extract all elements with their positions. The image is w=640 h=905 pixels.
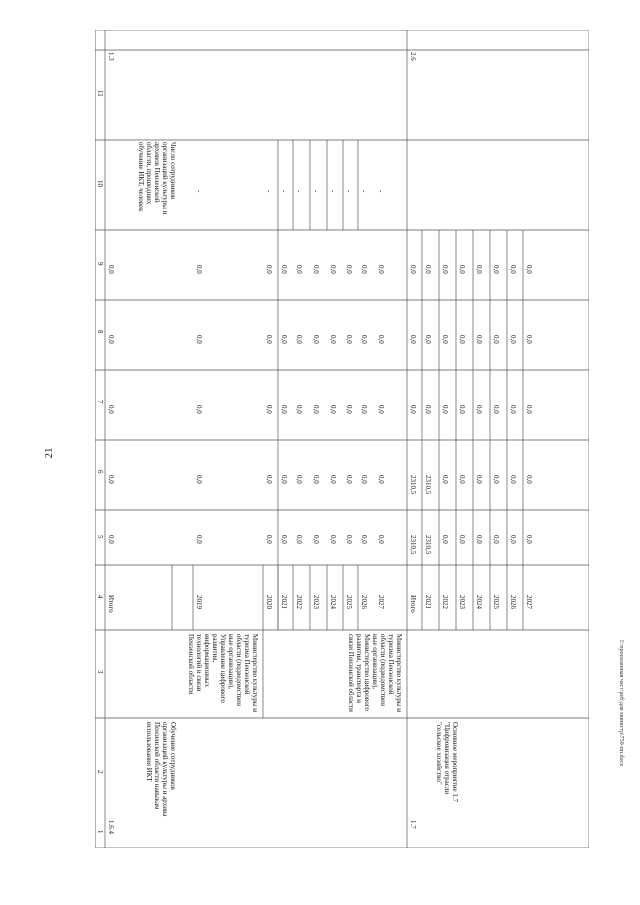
cell-1-6-4-c8: 0,0 bbox=[345, 335, 353, 344]
cell-1-6-4-c5: 0,0 bbox=[312, 535, 320, 544]
cell-1-7-c5: 0,0 bbox=[475, 535, 483, 544]
col-num-2: 2 bbox=[96, 770, 104, 774]
col-num-5: 5 bbox=[96, 535, 104, 539]
cell-1-6-4-c9: 0,0 bbox=[377, 265, 385, 274]
cell-1-7-c5: 0,0 bbox=[509, 535, 517, 544]
cell-1-6-4-c6: 0,0 bbox=[345, 475, 353, 484]
row-1-6-4-name: Обучение сотрудников организаций культуры и архива Пензенской области навыкам использования ИКТ bbox=[145, 722, 177, 817]
cell-1-6-4-c9: 0,0 bbox=[345, 265, 353, 274]
cell-1-7-year: 2021 bbox=[424, 595, 432, 609]
cell-1-6-4-c6: 0,0 bbox=[265, 475, 273, 484]
cell-1-6-4-c8: 0,0 bbox=[360, 335, 368, 344]
cell-1-6-4-c8: 0,0 bbox=[195, 335, 203, 344]
cell-1-6-4-c10: - bbox=[195, 190, 203, 193]
cell-1-6-4-c9: 0,0 bbox=[295, 265, 303, 274]
cell-1-6-4-c7: 0,0 bbox=[329, 405, 337, 414]
cell-1-7-c7: 0,0 bbox=[475, 405, 483, 414]
cell-1-6-4-c8: 0,0 bbox=[280, 335, 288, 344]
col-num-7: 7 bbox=[96, 400, 104, 404]
col-num-1: 1 bbox=[96, 830, 104, 834]
cell-1-6-4-c5: 0,0 bbox=[345, 535, 353, 544]
row-1-6-4-link: 1.3 bbox=[107, 52, 115, 61]
cell-1-7-c7: 0,0 bbox=[441, 405, 449, 414]
cell-1-7-c7: 0,0 bbox=[458, 405, 466, 414]
cell-1-6-4-c7: 0,0 bbox=[345, 405, 353, 414]
cell-1-7-year: 2024 bbox=[475, 595, 483, 609]
cell-1-6-4-c7: 0,0 bbox=[195, 405, 203, 414]
cell-1-6-4-c9: 0,0 bbox=[195, 265, 203, 274]
col-num-9: 9 bbox=[96, 262, 104, 266]
cell-1-6-4-c9: 0,0 bbox=[312, 265, 320, 274]
cell-1-6-4-year: 2023 bbox=[312, 595, 320, 609]
cell-1-6-4-year: 2022 bbox=[295, 595, 303, 609]
page-number: 21 bbox=[43, 447, 55, 459]
cell-1-6-4-c6: 0,0 bbox=[280, 475, 288, 484]
cell-1-6-4-c8: 0,0 bbox=[329, 335, 337, 344]
cell-1-7-c8: 0,0 bbox=[525, 335, 533, 344]
col-num-6: 6 bbox=[96, 470, 104, 474]
cell-1-7-c6: 0,0 bbox=[525, 475, 533, 484]
cell-1-6-4-c7: 0,0 bbox=[360, 405, 368, 414]
cell-1-7-c9: 0,0 bbox=[525, 265, 533, 274]
row-1-6-4-num: 1.6.4 bbox=[107, 820, 115, 834]
cell-1-7-c5: 2310,5 bbox=[424, 535, 432, 555]
col-num-3: 3 bbox=[96, 670, 104, 674]
cell-1-6-4-c5: 0,0 bbox=[265, 535, 273, 544]
cell-1-7-c6: 2310,5 bbox=[409, 475, 417, 495]
cell-1-6-4-c7: 0,0 bbox=[280, 405, 288, 414]
cell-1-6-4-c8: 0,0 bbox=[295, 335, 303, 344]
cell-1-6-4-c5: 0,0 bbox=[280, 535, 288, 544]
cell-1-6-4-c5: 0,0 bbox=[329, 535, 337, 544]
row-1-6-4-executor-b: Министерство культуры и туризма Пензенской области (подведомствен ные организации), Министерство цифрового развития, транспорта и связи Пензенской области bbox=[347, 634, 403, 712]
cell-1-7-year: Итого bbox=[409, 595, 417, 613]
cell-1-7-c6: 0,0 bbox=[475, 475, 483, 484]
cell-1-7-year: 2027 bbox=[525, 595, 533, 609]
cell-1-7-c8: 0,0 bbox=[458, 335, 466, 344]
cell-1-7-c8: 0,0 bbox=[441, 335, 449, 344]
col-num-11: 11 bbox=[96, 90, 104, 97]
cell-1-6-4-c5: 0,0 bbox=[195, 535, 203, 544]
cell-1-7-c6: 0,0 bbox=[441, 475, 449, 484]
cell-1-6-4-c6: 0,0 bbox=[195, 475, 203, 484]
col-num-8: 8 bbox=[96, 330, 104, 334]
cell-1-6-4-c10: - bbox=[265, 190, 273, 193]
cell-1-7-c9: 0,0 bbox=[509, 265, 517, 274]
col-num-4: 4 bbox=[96, 595, 104, 599]
cell-1-7-c6: 0,0 bbox=[509, 475, 517, 484]
cell-1-7-c7: 0,0 bbox=[424, 405, 432, 414]
cell-1-6-4-c10: - bbox=[345, 190, 353, 193]
cell-1-6-4-year: Итого bbox=[107, 595, 115, 613]
cell-1-7-c9: 0,0 bbox=[492, 265, 500, 274]
cell-1-7-c8: 0,0 bbox=[509, 335, 517, 344]
cell-1-7-c5: 0,0 bbox=[441, 535, 449, 544]
cell-1-6-4-c6: 0,0 bbox=[312, 475, 320, 484]
cell-1-7-c8: 0,0 bbox=[475, 335, 483, 344]
cell-1-6-4-c7: 0,0 bbox=[107, 405, 115, 414]
cell-1-7-c9: 0,0 bbox=[458, 265, 466, 274]
cell-1-6-4-year: 2025 bbox=[345, 595, 353, 609]
cell-1-6-4-c5: 0,0 bbox=[107, 535, 115, 544]
cell-1-6-4-c8: 0,0 bbox=[265, 335, 273, 344]
cell-1-7-c9: 0,0 bbox=[424, 265, 432, 274]
cell-1-6-4-c9: 0,0 bbox=[107, 265, 115, 274]
row-1-7-num: 1.7 bbox=[409, 820, 417, 829]
cell-1-6-4-c7: 0,0 bbox=[265, 405, 273, 414]
cell-1-6-4-c9: 0,0 bbox=[265, 265, 273, 274]
cell-1-6-4-c10: - bbox=[360, 190, 368, 193]
cell-1-6-4-c9: 0,0 bbox=[280, 265, 288, 274]
cell-1-7-c7: 0,0 bbox=[409, 405, 417, 414]
cell-1-7-c6: 2310,5 bbox=[424, 475, 432, 495]
cell-1-7-c5: 0,0 bbox=[525, 535, 533, 544]
cell-1-6-4-c10: - bbox=[329, 190, 337, 193]
row-1-7-link: 2.6 bbox=[409, 52, 417, 61]
cell-1-7-c9: 0,0 bbox=[409, 265, 417, 274]
cell-1-6-4-c7: 0,0 bbox=[377, 405, 385, 414]
cell-1-7-c5: 0,0 bbox=[492, 535, 500, 544]
cell-1-6-4-year: 2027 bbox=[377, 595, 385, 609]
cell-1-6-4-c6: 0,0 bbox=[360, 475, 368, 484]
cell-1-6-4-c10: - bbox=[295, 190, 303, 193]
cell-1-6-4-year: 2024 bbox=[329, 595, 337, 609]
cell-1-7-c8: 0,0 bbox=[492, 335, 500, 344]
cell-1-6-4-c10: - bbox=[280, 190, 288, 193]
cell-1-7-c9: 0,0 bbox=[475, 265, 483, 274]
cell-1-7-c7: 0,0 bbox=[492, 405, 500, 414]
cell-1-6-4-year: 2021 bbox=[280, 595, 288, 609]
row-1-6-4-executor-a: Министерство культуры и туризма Пензенской области (подведомствен ные организации), Управление цифрового развития, информационных технологий и связи Пензенской области bbox=[187, 634, 259, 712]
cell-1-7-c5: 0,0 bbox=[458, 535, 466, 544]
cell-1-6-4-c10: - bbox=[377, 190, 385, 193]
cell-1-6-4-year: 2020 bbox=[265, 595, 273, 609]
cell-1-7-year: 2025 bbox=[492, 595, 500, 609]
footer-file-path: I:\проекоапная част\реб\для министр\750-пп.docx bbox=[618, 640, 624, 767]
cell-1-6-4-c8: 0,0 bbox=[377, 335, 385, 344]
cell-1-7-c6: 0,0 bbox=[492, 475, 500, 484]
cell-1-7-c7: 0,0 bbox=[525, 405, 533, 414]
cell-1-6-4-c6: 0,0 bbox=[295, 475, 303, 484]
cell-1-6-4-c8: 0,0 bbox=[312, 335, 320, 344]
cell-1-6-4-c6: 0,0 bbox=[329, 475, 337, 484]
cell-1-7-c8: 0,0 bbox=[424, 335, 432, 344]
cell-1-7-c9: 0,0 bbox=[441, 265, 449, 274]
cell-1-6-4-c8: 0,0 bbox=[107, 335, 115, 344]
cell-1-7-year: 2022 bbox=[441, 595, 449, 609]
cell-1-6-4-c7: 0,0 bbox=[312, 405, 320, 414]
cell-1-6-4-c5: 0,0 bbox=[295, 535, 303, 544]
cell-1-6-4-c5: 0,0 bbox=[377, 535, 385, 544]
cell-1-7-year: 2023 bbox=[458, 595, 466, 609]
cell-1-6-4-c6: 0,0 bbox=[107, 475, 115, 484]
row-1-7-name: Основное мероприятие 1.7 "Цифровизация отрасли "сельское хозяйство" bbox=[435, 722, 459, 803]
cell-1-7-c7: 0,0 bbox=[509, 405, 517, 414]
col-num-10: 10 bbox=[96, 180, 104, 187]
cell-1-6-4-year: 2026 bbox=[360, 595, 368, 609]
cell-1-6-4-c9: 0,0 bbox=[329, 265, 337, 274]
cell-1-7-year: 2026 bbox=[509, 595, 517, 609]
cell-1-6-4-c5: 0,0 bbox=[360, 535, 368, 544]
cell-1-6-4-c6: 0,0 bbox=[377, 475, 385, 484]
cell-1-6-4-c10: - bbox=[312, 190, 320, 193]
cell-1-6-4-year: 2019 bbox=[195, 595, 203, 609]
row-1-6-4-indicator: Число сотрудников организаций культуры и архивов Пензенской области, прошедших обучение ИКТ, человек bbox=[137, 142, 177, 215]
cell-1-7-c8: 0,0 bbox=[409, 335, 417, 344]
cell-1-7-c6: 0,0 bbox=[458, 475, 466, 484]
cell-1-7-c5: 2310,5 bbox=[409, 535, 417, 555]
cell-1-6-4-c7: 0,0 bbox=[295, 405, 303, 414]
cell-1-6-4-c9: 0,0 bbox=[360, 265, 368, 274]
rotated-table bbox=[95, 30, 589, 848]
